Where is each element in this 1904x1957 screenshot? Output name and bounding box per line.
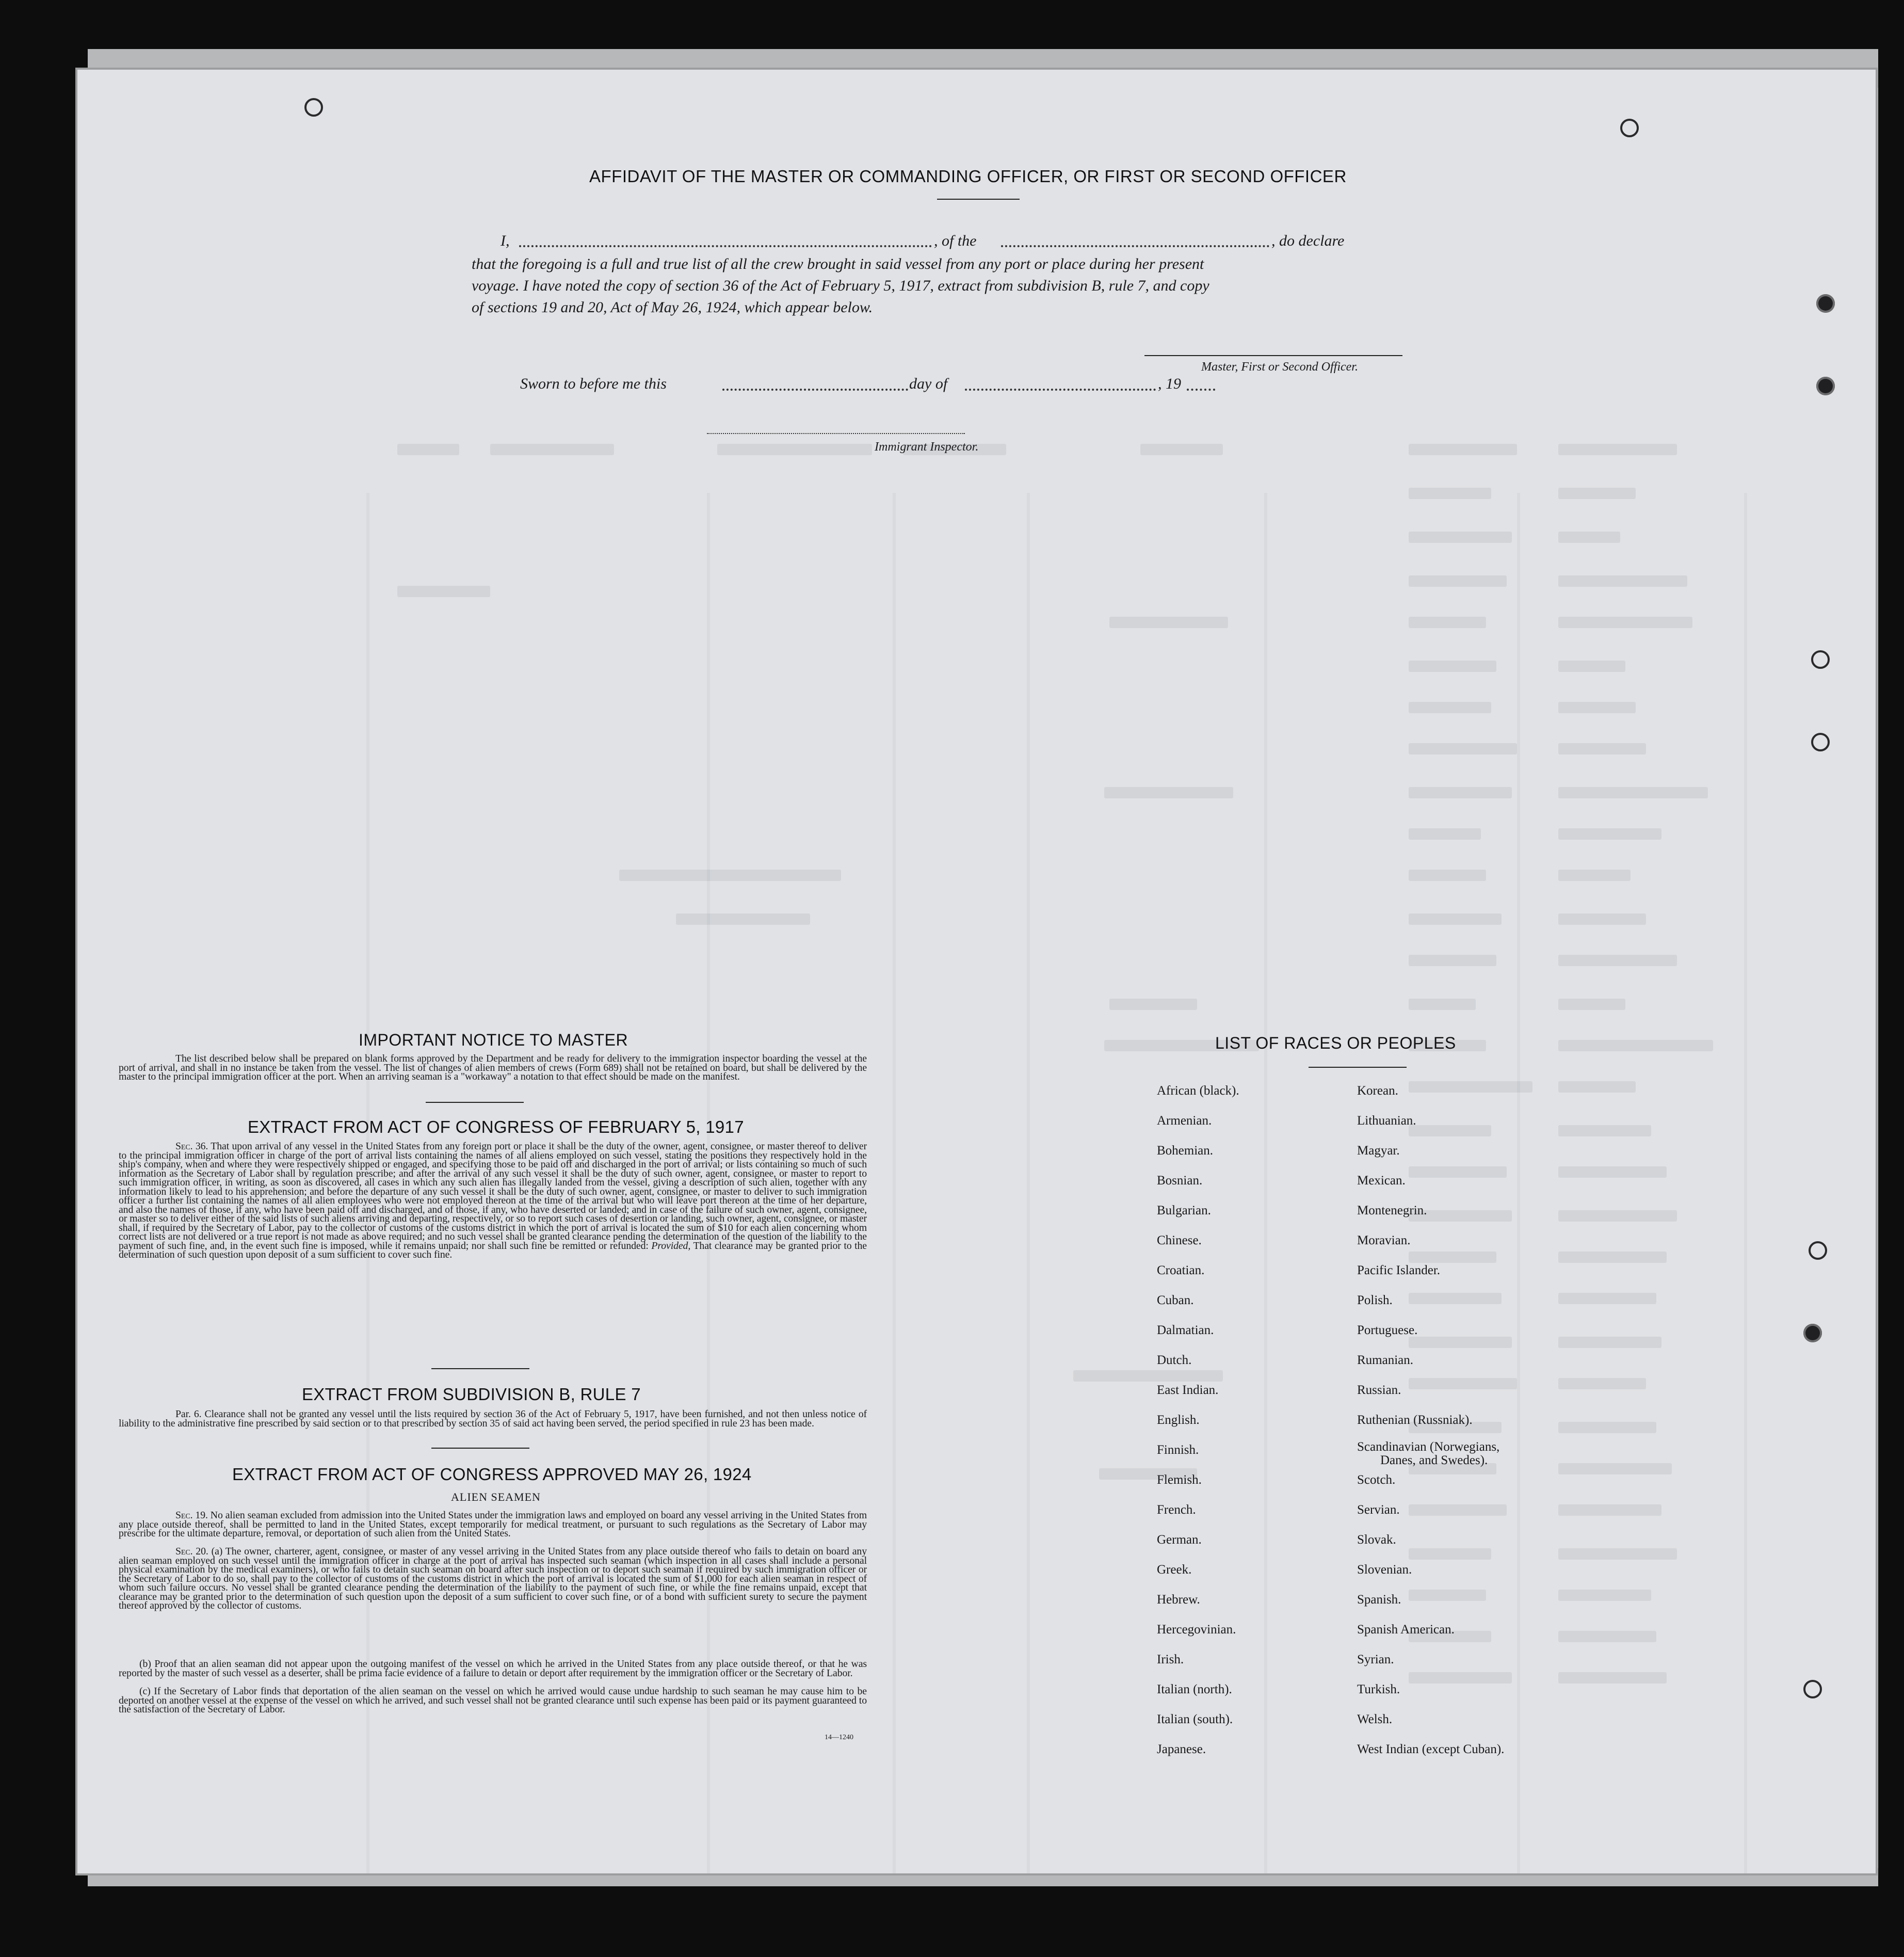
extract-1924-title: EXTRACT FROM ACT OF CONGRESS APPROVED MAY 26, 1924 bbox=[232, 1465, 752, 1484]
bleed-through-mark bbox=[1558, 1378, 1646, 1389]
section-36-label: Sec. 36. bbox=[175, 1141, 208, 1152]
section-20-label: Sec. 20. bbox=[175, 1546, 208, 1557]
bleed-through-mark bbox=[1109, 999, 1197, 1010]
bleed-through-mark bbox=[1558, 1422, 1656, 1433]
bleed-through-mark bbox=[1409, 1081, 1532, 1093]
race-item: Slovak. bbox=[1357, 1533, 1396, 1547]
race-item: Croatian. bbox=[1157, 1263, 1205, 1277]
affidavit-i: I, bbox=[501, 232, 510, 249]
race-item: Korean. bbox=[1357, 1084, 1398, 1098]
extract-1917-title: EXTRACT FROM ACT OF CONGRESS OF FEBRUARY 5, 1917 bbox=[248, 1117, 744, 1136]
bleed-through-line bbox=[1027, 493, 1030, 1873]
bleed-through-mark bbox=[490, 444, 614, 455]
bleed-through-mark bbox=[1409, 913, 1502, 925]
race-item: Pacific Islander. bbox=[1357, 1263, 1441, 1277]
section-36-text: That upon arrival of any vessel in the United States from any foreign port or place it shall be the duty of the owner, agent, consignee, or master thereof to deliver to the principal immigration officer in charge of the port of arrival lists containing the names of all aliens employed on such vessel, stating the positions they respectively hold in the ship's company, when and where they were respectively shipped or engaged, and specifying those to be paid off and discharged in the port of arrival; or lists containing so much of such information as the Secretary of Labor shall by regulation prescribe; and after the arrival of any such vessel it shall be the duty of such owner, agent, consignee, or master to report to such immigration officer, in writing, as soon as discovered, all cases in which any such alien has illegally landed from the vessel, giving a description of such alien, together with any information likely to lead to his apprehension; and before the departure of any such vessel it shall be the duty of such owner, agent, consignee, or master to deliver to such immigration officer a further list containing the names of all alien employees who were not employed thereon at the time of the arrival but who will leave port thereon at the time of her departure, and also the names of those, if any, who have been paid off and discharged, and of those, if any, who have deserted or landed; and in case of the failure of such owner, agent, consignee, or master so to deliver either of the said lists of such aliens arriving and departing, respectively, or so to report such cases of desertion or landing, such owner, agent, consignee, or master shall, if required by the Secretary of Labor, pay to the collector of customs of the customs district in which the port of arrival is located the sum of $10 for each alien concerning whom correct lists are not delivered or a true report is not made as above required; and no such vessel shall be granted clearance pending the determination of the question of the liability to the payment of such fine, and, in the event such fine is imposed, while it remains unpaid; nor shall such fine be remitted or refunded: bbox=[119, 1141, 867, 1252]
race-item: Danes, and Swedes). bbox=[1380, 1453, 1488, 1467]
bleed-through-mark bbox=[1409, 743, 1517, 755]
sworn-month-field[interactable] bbox=[965, 389, 1156, 391]
bleed-through-mark bbox=[1558, 661, 1625, 672]
affidavit-line-2: that the foregoing is a full and true list of all the crew brought in said vessel from any port or place during her present bbox=[472, 255, 1204, 272]
bleed-through-mark bbox=[1409, 661, 1496, 672]
affidavit-declare: , do declare bbox=[1271, 232, 1345, 249]
bleed-through-mark bbox=[1409, 488, 1491, 499]
bleed-through-mark bbox=[1558, 1210, 1677, 1222]
race-item: Scandinavian (Norwegians, bbox=[1357, 1440, 1500, 1454]
bleed-through-mark bbox=[1409, 955, 1496, 966]
bleed-through-mark bbox=[1558, 1548, 1677, 1560]
bleed-through-line bbox=[893, 493, 896, 1873]
vessel-name-field[interactable] bbox=[1001, 245, 1269, 247]
race-item: Dutch. bbox=[1157, 1353, 1192, 1367]
bleed-through-mark bbox=[1558, 488, 1636, 499]
bleed-through-mark bbox=[1558, 1040, 1713, 1051]
race-item: Italian (south). bbox=[1157, 1712, 1233, 1726]
form-number: 14—1240 bbox=[825, 1734, 853, 1741]
bleed-through-line bbox=[1744, 493, 1747, 1873]
bleed-through-mark bbox=[1409, 1378, 1517, 1389]
race-item: Bohemian. bbox=[1157, 1144, 1214, 1158]
bleed-through-mark bbox=[1558, 743, 1646, 755]
bleed-through-mark bbox=[1409, 870, 1486, 881]
master-signature-line[interactable] bbox=[1144, 355, 1402, 356]
section-20c-text: (c) If the Secretary of Labor finds that deportation of the alien seaman on the vessel on which he arrived would cause undue hardship to such seaman he may cause him to be deported on another vessel at the expense of the vessel on which he arrived, and such vessel shall not be granted clearance until such expense has been paid or its payment guaranteed to the satisfaction of the Secretary of Labor. bbox=[119, 1686, 867, 1715]
divider bbox=[937, 199, 1020, 200]
races-title: LIST OF RACES OR PEOPLES bbox=[1215, 1034, 1456, 1052]
bleed-through-mark bbox=[1558, 828, 1661, 840]
punch-hole bbox=[1811, 733, 1830, 751]
punch-hole bbox=[1809, 1241, 1827, 1260]
section-19-text: No alien seaman excluded from admission into the United States under the immigration laws and employed on board any vessel arriving in the United States from any place outside thereof, shall be permitted to land in the United States, except temporarily for medical treatment, or pursuant to such regulations as the Secretary of Labor may prescribe for the ultimate departure, removal, or deportation of such alien from the United States. bbox=[119, 1510, 867, 1539]
bleed-through-mark bbox=[1558, 1125, 1651, 1136]
race-item: Italian (north). bbox=[1157, 1682, 1232, 1696]
bleed-through-mark bbox=[1409, 1672, 1512, 1683]
bleed-through-mark bbox=[1558, 1293, 1656, 1304]
divider bbox=[431, 1368, 529, 1369]
bleed-through-mark bbox=[676, 913, 810, 925]
bleed-through-mark bbox=[1558, 1252, 1667, 1263]
punch-hole bbox=[1803, 1680, 1822, 1698]
race-item: West Indian (except Cuban). bbox=[1357, 1742, 1505, 1756]
bleed-through-mark bbox=[1558, 787, 1708, 798]
race-item: Moravian. bbox=[1357, 1233, 1411, 1247]
race-item: Turkish. bbox=[1357, 1682, 1400, 1696]
alien-seamen-subtitle: ALIEN SEAMEN bbox=[451, 1490, 541, 1503]
bleed-through-mark bbox=[1558, 1631, 1656, 1642]
bleed-through-mark bbox=[1558, 444, 1677, 455]
master-name-field[interactable] bbox=[519, 245, 932, 247]
bleed-through-mark bbox=[1558, 1463, 1672, 1474]
notice-title: IMPORTANT NOTICE TO MASTER bbox=[359, 1031, 628, 1049]
race-item: Syrian. bbox=[1357, 1653, 1394, 1666]
affidavit-line-4: of sections 19 and 20, Act of May 26, 1924, which appear below. bbox=[472, 299, 873, 316]
race-item: Russian. bbox=[1357, 1383, 1401, 1397]
race-item: Servian. bbox=[1357, 1503, 1400, 1517]
race-item: Slovenian. bbox=[1357, 1563, 1412, 1577]
race-item: Lithuanian. bbox=[1357, 1114, 1416, 1128]
inspector-caption: Immigrant Inspector. bbox=[875, 440, 979, 454]
bleed-through-mark bbox=[1409, 1125, 1491, 1136]
race-item: Spanish. bbox=[1357, 1593, 1401, 1607]
divider bbox=[426, 1102, 524, 1103]
punch-hole bbox=[1803, 1324, 1822, 1342]
affidavit-of-the: , of the bbox=[934, 232, 977, 249]
race-item: Magyar. bbox=[1357, 1144, 1400, 1158]
bleed-through-line bbox=[1517, 493, 1520, 1873]
section-19-label: Sec. 19. bbox=[175, 1510, 208, 1521]
day-of-label: day of bbox=[909, 375, 948, 392]
bleed-through-mark bbox=[1409, 828, 1481, 840]
bleed-through-mark bbox=[1558, 1590, 1651, 1601]
bleed-through-mark bbox=[1558, 1081, 1636, 1093]
bleed-through-mark bbox=[717, 444, 872, 455]
bleed-through-mark bbox=[1558, 575, 1687, 587]
bleed-through-mark bbox=[1558, 617, 1692, 628]
race-item: Bulgarian. bbox=[1157, 1204, 1211, 1217]
bleed-through-mark bbox=[1409, 787, 1512, 798]
bleed-through-mark bbox=[1109, 617, 1228, 628]
bleed-through-mark bbox=[1409, 1548, 1491, 1560]
bleed-through-mark bbox=[397, 586, 490, 597]
bleed-through-mark bbox=[1558, 999, 1625, 1010]
race-item: Irish. bbox=[1157, 1653, 1184, 1666]
race-item: Cuban. bbox=[1157, 1293, 1194, 1307]
race-item: Bosnian. bbox=[1157, 1174, 1203, 1188]
bleed-through-mark bbox=[1409, 617, 1486, 628]
divider bbox=[431, 1448, 529, 1449]
race-item: Japanese. bbox=[1157, 1742, 1206, 1756]
race-item: Dalmatian. bbox=[1157, 1323, 1214, 1337]
race-item: Mexican. bbox=[1357, 1174, 1406, 1188]
race-item: Ruthenian (Russniak). bbox=[1357, 1413, 1473, 1427]
race-item: Armenian. bbox=[1157, 1114, 1212, 1128]
race-item: German. bbox=[1157, 1533, 1202, 1547]
bleed-through-mark bbox=[1558, 702, 1636, 713]
race-item: English. bbox=[1157, 1413, 1200, 1427]
bleed-through-mark bbox=[1409, 575, 1507, 587]
inspector-signature-line[interactable] bbox=[707, 432, 965, 434]
bleed-through-mark bbox=[1558, 1672, 1667, 1683]
race-item: Scotch. bbox=[1357, 1473, 1396, 1487]
race-item: African (black). bbox=[1157, 1084, 1239, 1098]
bleed-through-mark bbox=[397, 444, 459, 455]
race-item: Polish. bbox=[1357, 1293, 1393, 1307]
race-item: French. bbox=[1157, 1503, 1196, 1517]
bleed-through-mark bbox=[1409, 702, 1491, 713]
bleed-through-mark bbox=[1558, 913, 1646, 925]
race-item: Hebrew. bbox=[1157, 1593, 1200, 1607]
race-item: Spanish American. bbox=[1357, 1623, 1455, 1637]
bleed-through-mark bbox=[1409, 1337, 1512, 1348]
master-signature-caption: Master, First or Second Officer. bbox=[1201, 360, 1358, 374]
bleed-through-mark bbox=[1073, 1370, 1223, 1382]
race-item: Rumanian. bbox=[1357, 1353, 1414, 1367]
sworn-year-field[interactable] bbox=[1187, 389, 1215, 391]
extract-rule7-body: Par. 6. Clearance shall not be granted any vessel until the lists required by section 36 of the Act of February 5, 1917, have been furnished, and not then unless notice of liability to the administrative fine prescribed by said section or to that prescribed by section 35 of said act having been served, the period specified in rule 23 has been made. bbox=[119, 1408, 867, 1429]
year-label: , 19 bbox=[1158, 375, 1181, 392]
bleed-through-mark bbox=[1558, 532, 1620, 543]
race-item: Chinese. bbox=[1157, 1233, 1202, 1247]
race-item: Hercegovinian. bbox=[1157, 1623, 1236, 1637]
punch-hole bbox=[1816, 377, 1835, 395]
bleed-through-mark bbox=[1409, 444, 1517, 455]
race-item: Portuguese. bbox=[1357, 1323, 1418, 1337]
bleed-through-mark bbox=[1409, 1166, 1507, 1178]
affidavit-line-3: voyage. I have noted the copy of section 36 of the Act of February 5, 1917, extract from subdivision B, rule 7, and copy bbox=[472, 277, 1209, 294]
bleed-through-mark bbox=[1409, 1590, 1486, 1601]
section-19-paragraph bbox=[119, 1511, 867, 1538]
provided-text: That clearance may be granted prior to the determination of such question upon deposit of a sum sufficient to cover such fine. bbox=[119, 1240, 867, 1260]
sworn-day-field[interactable] bbox=[722, 389, 908, 391]
race-item: Flemish. bbox=[1157, 1473, 1202, 1487]
bleed-through-mark bbox=[1558, 955, 1677, 966]
race-item: Greek. bbox=[1157, 1563, 1192, 1577]
affidavit-title: AFFIDAVIT OF THE MASTER OR COMMANDING OFFICER, OR FIRST OR SECOND OFFICER bbox=[589, 167, 1347, 186]
bleed-through-mark bbox=[1558, 870, 1631, 881]
section-20a-paragraph bbox=[119, 1547, 867, 1611]
sworn-label: Sworn to before me this bbox=[520, 375, 667, 392]
bleed-through-mark bbox=[1409, 532, 1512, 543]
punch-hole bbox=[1620, 119, 1639, 137]
extract-1917-body bbox=[119, 1142, 867, 1260]
race-item: Montenegrin. bbox=[1357, 1204, 1427, 1217]
section-20b-text: (b) Proof that an alien seaman did not appear upon the outgoing manifest of the vessel on which he arrived in the United States from any place outside thereof, or that he was reported by the master of such vessel as a deserter, shall be prima facie evidence of a failure to detain or deport after requirement by the immigration officer or the Secretary of Labor. bbox=[119, 1658, 867, 1679]
divider bbox=[1309, 1067, 1407, 1068]
bleed-through-mark bbox=[1558, 1166, 1667, 1178]
bleed-through-mark bbox=[1409, 1293, 1502, 1304]
bleed-through-mark bbox=[1140, 444, 1223, 455]
bleed-through-mark bbox=[1558, 1504, 1661, 1516]
punch-hole bbox=[304, 98, 323, 117]
race-item: East Indian. bbox=[1157, 1383, 1219, 1397]
extract-rule7-title: EXTRACT FROM SUBDIVISION B, RULE 7 bbox=[302, 1385, 641, 1404]
section-20a-text: (a) The owner, charterer, agent, consignee, or master of any vessel arriving in the United States from any place outside thereof who fails to detain on board any alien seaman employed on such vessel until the immigration officer in charge at the port of arrival has inspected such seaman (which inspection in all cases shall include a personal physical examination by the medical examiners), or who fails to detain such seaman on board after such inspection or to deport such seaman if required by such immigration officer or the Secretary of Labor to do so, shall pay to the collector of customs of the customs district in which the port of arrival is located the sum of $1,000 for each alien seaman in respect of whom such failure occurs. No vessel shall be granted clearance pending the determination of the liability to the payment of such fine, or while the fine remains unpaid, except that clearance may be granted prior to the determination of such question upon the deposit of a sum sufficient to cover such fine, or of a bond with sufficient surety to secure the payment thereof approved by the collector of customs. bbox=[119, 1546, 867, 1611]
punch-hole bbox=[1816, 294, 1835, 313]
notice-body: The list described below shall be prepared on blank forms approved by the Department and be ready for delivery to the immigration inspector boarding the vessel at the port of arrival, and shall in no instance be taken from the vessel. The list of changes of alien members of crews (Form 689) shall not be retained on board, but shall be delivered by the master to the principal immigration officer at the port. When an arriving seaman is a "workaway" a notation to that effect should be made on the manifest. bbox=[119, 1053, 867, 1082]
provided-label: Provided, bbox=[651, 1240, 691, 1252]
race-item: Finnish. bbox=[1157, 1443, 1199, 1457]
bleed-through-mark bbox=[619, 870, 841, 881]
document-page bbox=[77, 70, 1876, 1873]
bleed-through-mark bbox=[1558, 1337, 1661, 1348]
bleed-through-mark bbox=[1409, 1504, 1507, 1516]
punch-hole bbox=[1811, 650, 1830, 669]
race-item: Welsh. bbox=[1357, 1712, 1393, 1726]
bleed-through-mark bbox=[1104, 787, 1233, 798]
bleed-through-mark bbox=[1409, 999, 1476, 1010]
bleed-through-mark bbox=[1409, 1252, 1496, 1263]
bleed-through-line bbox=[1264, 493, 1267, 1873]
